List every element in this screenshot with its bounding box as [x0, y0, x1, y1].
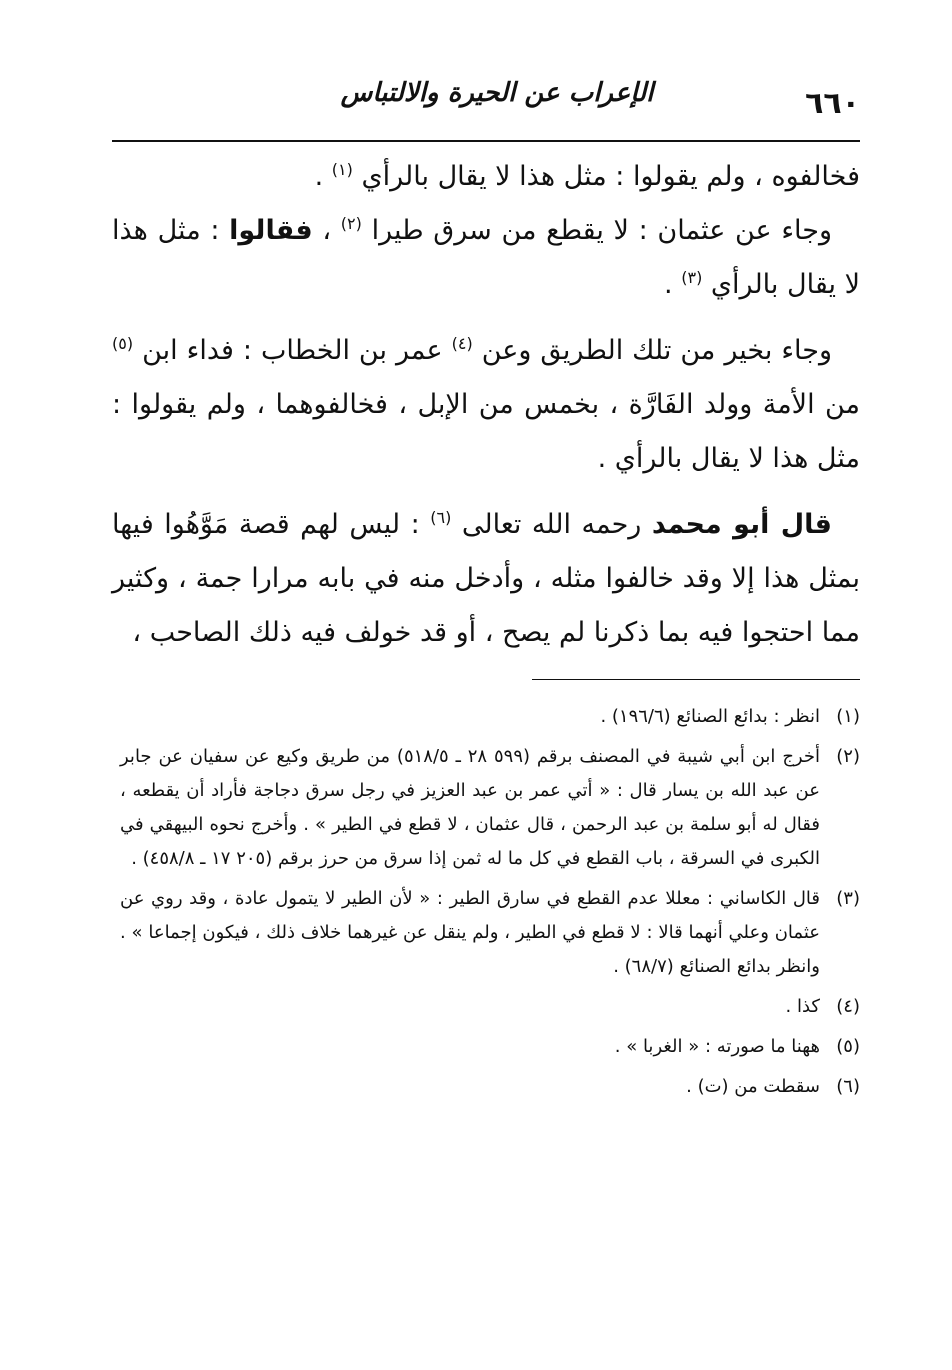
paragraph-2-text-a: وجاء عن عثمان : لا يقطع من سرق طيرا: [371, 215, 832, 246]
footnote-separator: [532, 679, 860, 680]
footnote-text: ههنا ما صورته : « الغربا » .: [614, 1036, 820, 1057]
footnote-text: كذا .: [785, 996, 820, 1017]
footnote-number: (٣): [836, 888, 860, 909]
footnote-number: (٤): [836, 996, 860, 1017]
footnote-ref-5: (٥): [112, 334, 134, 353]
main-text: [112, 150, 860, 660]
footnote-number: (٦): [836, 1076, 860, 1097]
footnote-ref-1: (١): [331, 160, 353, 179]
footnote-1: [120, 700, 860, 734]
footnote-number: (١): [836, 706, 860, 727]
paragraph-2-end: .: [664, 269, 673, 300]
footnote-ref-3: (٣): [681, 268, 703, 287]
paragraph-2: [112, 204, 860, 312]
paragraph-3-text-c: من الأمة وولد الفَارَّة ، بخمس من الإبل ، فخالفوهما ، ولم يقولوا : مثل هذا لا يقال بالرأي .: [112, 389, 860, 474]
paragraph-4: [112, 498, 860, 660]
paragraph-4-bold: قال أبو محمد: [651, 509, 832, 540]
footnote-3: [120, 882, 860, 984]
footnote-text: سقطت من (ت) .: [686, 1076, 820, 1097]
footnote-text: انظر : بدائع الصنائع (١٩٦/٦) .: [600, 706, 820, 727]
running-head: [112, 78, 860, 136]
footnote-text: أخرج ابن أبي شيبة في المصنف برقم (٥٩٩ ٢٨ ـ ٥١٨/٥) من طريق وكيع عن سفيان عن جابر عن عبد الله بن يسار قال : « أتي عمر بن عبد العزيز في رجل سرق دجاجة فأراد أن يقطعه ، فقال له أبو سلمة بن عبد الرحمن ، قال عثمان ، لا قطع في الطير » . وأخرج نحوه البيهقي في الكبرى في السرقة ، باب القطع في كل ما له ثمن إذا سرق من حرز برقم (٢٠٥ ١٧ ـ ٤٥٨/٨) .: [120, 746, 820, 869]
footnote-ref-6: (٦): [430, 508, 452, 527]
paragraph-3-text-a: وجاء بخير من تلك الطريق وعن: [481, 335, 833, 366]
footnote-6: [120, 1070, 860, 1104]
footnote-text: قال الكاساني : معللا عدم القطع في سارق الطير : « لأن الطير لا يتمول عادة ، وقد روي عن عثمان وعلي أنهما قالا : لا قطع في الطير ، ولم ينقل عن غيرهما خلاف ذلك ، فيكون إجماعا » . وانظر بدائع الصنائع (٦٨/٧) .: [120, 888, 820, 977]
paragraph-3: [112, 324, 860, 486]
footnote-ref-4: (٤): [451, 334, 473, 353]
footnote-2: [120, 740, 860, 876]
header-rule: [112, 140, 860, 142]
paragraph-1: [112, 150, 860, 204]
page-number: ٦٦٠: [805, 86, 860, 121]
paragraph-3-text-b: عمر بن الخطاب : فداء ابن: [142, 335, 443, 366]
paragraph-4-text-a: رحمه الله تعالى: [461, 509, 642, 540]
paragraph-2-text-b: ،: [312, 215, 332, 246]
paragraph-4-text-b: : ليس لهم قصة مَوَّهُوا فيها بمثل هذا إلا وقد خالفوا مثله ، وأدخل منه في بابه مرارا جمة ، وكثير مما احتجوا فيه بما ذكرنا لم يصح ، أو قد خولف فيه ذلك الصاحب ،: [112, 509, 860, 648]
paragraph-1-text: فخالفوه ، ولم يقولوا : مثل هذا لا يقال بالرأي: [361, 161, 860, 192]
paragraph-1-end: .: [314, 161, 324, 192]
footnote-5: [120, 1030, 860, 1064]
footnote-ref-2: (٢): [340, 214, 362, 233]
footnotes: [120, 700, 860, 1104]
paragraph-2-text-c: : مثل هذا لا يقال بالرأي: [112, 215, 860, 300]
footnote-number: (٢): [836, 746, 860, 767]
footnote-number: (٥): [836, 1036, 860, 1057]
footnote-4: [120, 990, 860, 1024]
paragraph-2-bold: فقالوا: [229, 215, 313, 246]
book-title: الإعراب عن الحيرة والالتباس: [340, 78, 654, 108]
